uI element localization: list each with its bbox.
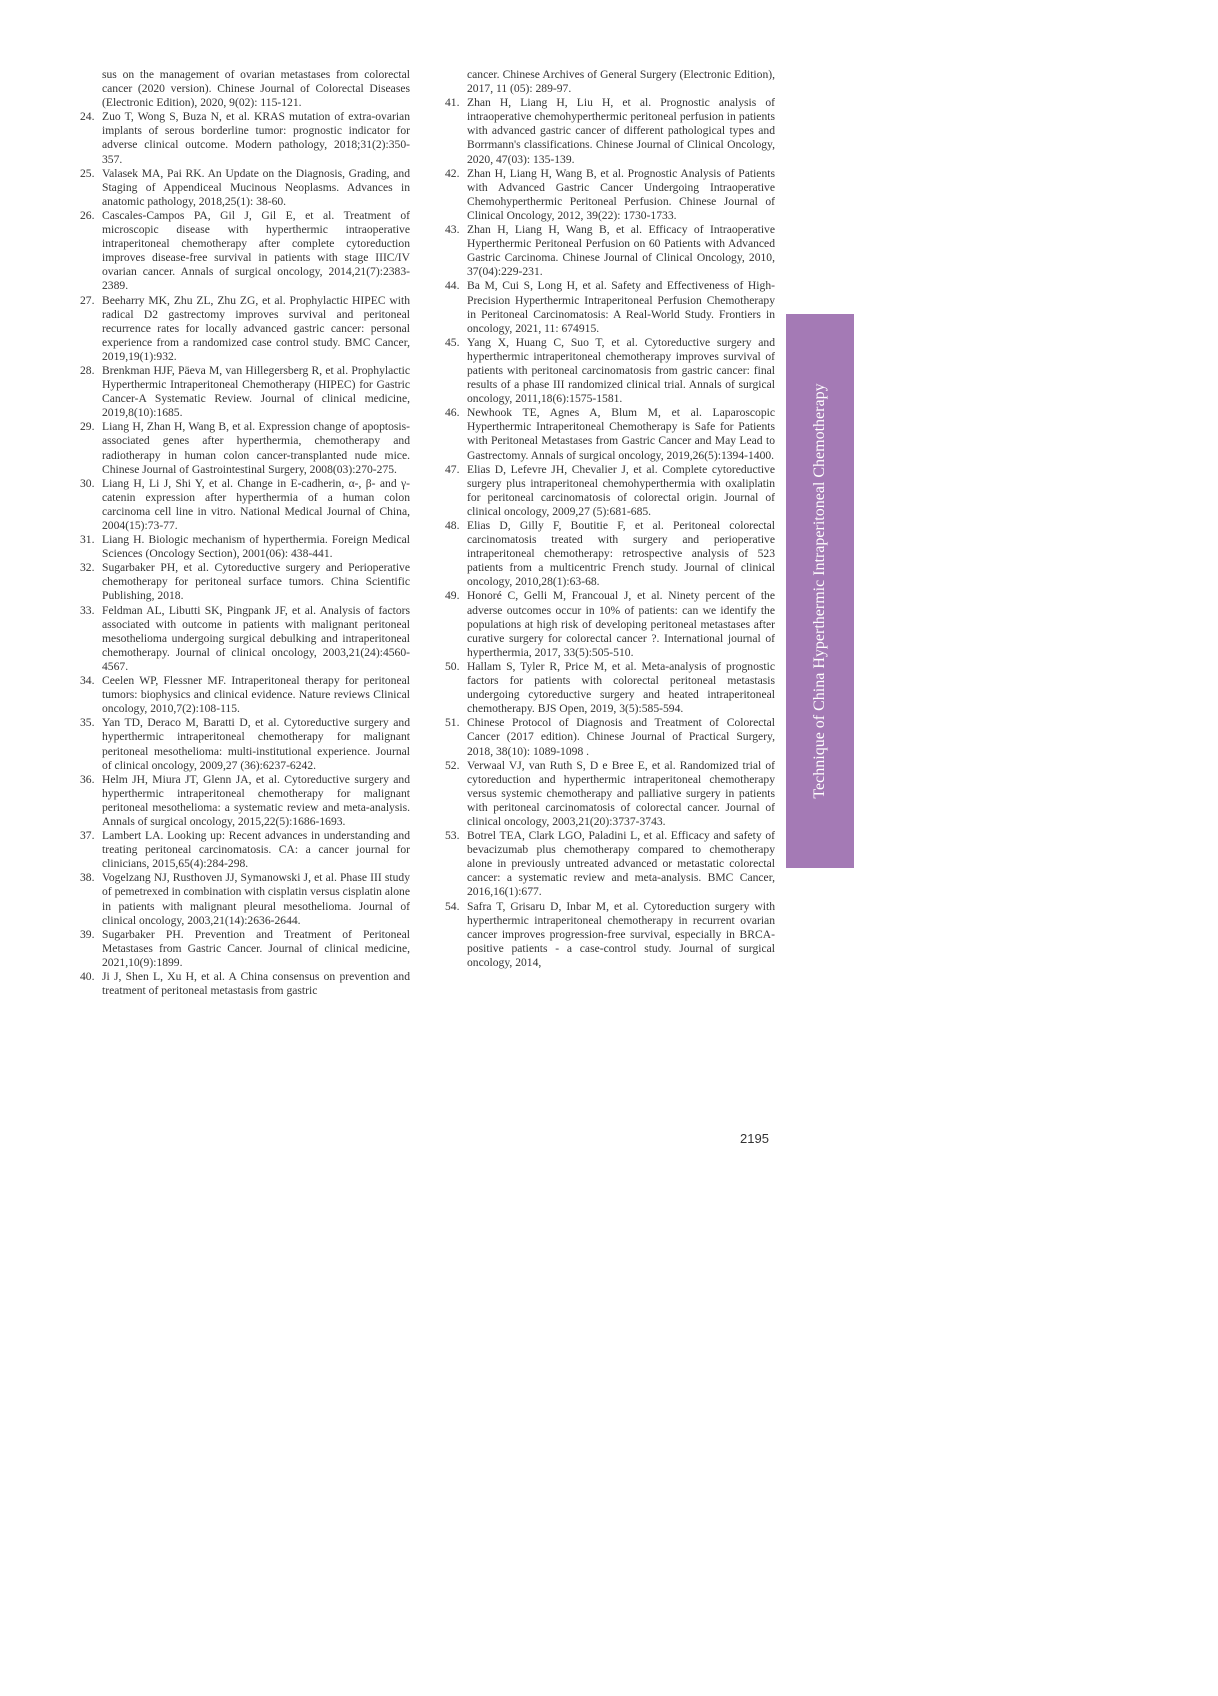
reference-text: Ceelen WP, Flessner MF. Intraperitoneal therapy for peritoneal tumors: biophysics and clinical evidence. Nature reviews Clinical oncology, 2010,7(2):108-115. bbox=[102, 674, 410, 716]
reference-text: Hallam S, Tyler R, Price M, et al. Meta-analysis of prognostic factors for patients with colorectal peritoneal metastasis undergoing cytoreductive surgery and heated intraperitoneal chemotherapy. BJS Open, 2019, 3(5):585-594. bbox=[467, 659, 775, 716]
reference-number: 45. bbox=[445, 335, 460, 349]
reference-item bbox=[445, 716, 775, 758]
reference-number: 51. bbox=[445, 716, 460, 730]
reference-text: Sugarbaker PH, et al. Cytoreductive surgery and Perioperative chemotherapy for peritoneal surface tumors. China Scientific Publishing, 2018. bbox=[102, 561, 410, 603]
reference-number: 48. bbox=[445, 519, 460, 532]
reference-number: 30. bbox=[80, 476, 95, 490]
reference-item bbox=[445, 223, 775, 279]
reference-text: Zuo T, Wong S, Buza N, et al. KRAS mutation of extra-ovarian implants of serous borderline tumor: prognostic indicator for adverse clinical outcome. Modern pathology, 2018;31(2):350-357. bbox=[102, 110, 410, 166]
reference-text: Chinese Protocol of Diagnosis and Treatment of Colorectal Cancer (2017 edition). Chinese Journal of Practical Surgery, 2018, 38(10): 1089-1098 . bbox=[467, 716, 775, 758]
reference-text: Liang H. Biologic mechanism of hyperthermia. Foreign Medical Sciences (Oncology Section), 2001(06): 438-441. bbox=[102, 533, 410, 561]
reference-number: 53. bbox=[445, 829, 460, 843]
reference-number: 44. bbox=[445, 279, 460, 293]
reference-item bbox=[445, 519, 775, 589]
reference-item bbox=[80, 294, 410, 364]
reference-number: 28. bbox=[80, 363, 95, 377]
reference-text: Safra T, Grisaru D, Inbar M, et al. Cytoreduction surgery with hyperthermic intraperitoneal chemotherapy in recurrent ovarian cancer improves progression-free survival, especially in BRCA-positive patients - a case-control study. Journal of surgical oncology, 2014, bbox=[467, 899, 775, 969]
reference-number: 49. bbox=[445, 589, 460, 603]
reference-item bbox=[80, 533, 410, 561]
reference-text: Ji J, Shen L, Xu H, et al. A China consensus on prevention and treatment of peritoneal metastasis from gastric bbox=[102, 970, 410, 998]
reference-number: 31. bbox=[80, 533, 95, 547]
reference-column-right bbox=[445, 68, 775, 970]
reference-number: 40. bbox=[80, 970, 95, 983]
reference-text: cancer. Chinese Archives of General Surgery (Electronic Edition), 2017, 11 (05): 289-97. bbox=[467, 68, 775, 96]
reference-text: Newhook TE, Agnes A, Blum M, et al. Laparoscopic Hyperthermic Intraperitoneal Chemotherapy is Safe for Patients with Peritoneal Metastases from Gastric Cancer and May Lead to Gastrectomy. Annals of surgical oncology, 2019,26(5):1394-1400. bbox=[467, 406, 775, 462]
reference-item bbox=[80, 477, 410, 533]
reference-item bbox=[80, 364, 410, 420]
reference-text: Liang H, Li J, Shi Y, et al. Change in E-cadherin, α-, β- and γ-catenin expression after hyperthermia of a human colon carcinoma cell line in vitro. National Medical Journal of China, 2004(15):73-77. bbox=[102, 476, 410, 532]
reference-item bbox=[80, 604, 410, 674]
reference-text: Yang X, Huang C, Suo T, et al. Cytoreductive surgery and hyperthermic intraperitoneal chemotherapy improves survival of patients with peritoneal carcinomatosis from gastric cancer: final results of a phase III randomized clinical trial. Annals of surgical oncology, 2011,18(6):1575-1581. bbox=[467, 335, 775, 406]
reference-text: Honoré C, Gelli M, Francoual J, et al. Ninety percent of the adverse outcomes occur in 10% of patients: can we identify the populations at high risk of developing peritoneal metastases after curative surgery for colorectal cancer ?. International journal of hyperthermia, 2017, 33(5):505-510. bbox=[467, 589, 775, 659]
reference-number: 37. bbox=[80, 829, 95, 843]
reference-number: 35. bbox=[80, 716, 95, 730]
side-tab-title: Technique of China Hyperthermic Intraperitoneal Chemotherapy bbox=[811, 383, 828, 799]
reference-item bbox=[445, 68, 775, 96]
reference-item bbox=[80, 871, 410, 927]
reference-item bbox=[445, 167, 775, 223]
reference-item bbox=[80, 829, 410, 871]
reference-item bbox=[80, 561, 410, 603]
reference-text: Ba M, Cui S, Long H, et al. Safety and Effectiveness of High-Precision Hyperthermic Intraperitoneal Perfusion Chemotherapy in Peritoneal Carcinomatosis: A Real-World Study. Frontiers in oncology, 2021, 11: 674915. bbox=[467, 279, 775, 335]
reference-number: 26. bbox=[80, 208, 95, 222]
page-number: 2195 bbox=[740, 1131, 769, 1146]
reference-item bbox=[445, 336, 775, 406]
reference-item bbox=[445, 96, 775, 166]
reference-item bbox=[80, 773, 410, 829]
reference-item bbox=[445, 660, 775, 716]
reference-number: 39. bbox=[80, 927, 95, 941]
reference-item bbox=[445, 900, 775, 970]
reference-item bbox=[80, 420, 410, 476]
reference-number: 46. bbox=[445, 406, 460, 420]
reference-number: 33. bbox=[80, 603, 95, 617]
reference-text: Feldman AL, Libutti SK, Pingpank JF, et al. Analysis of factors associated with outcome in patients with malignant peritoneal mesothelioma undergoing surgical debulking and intraperitoneal chemotherapy. Journal of clinical oncology, 2003,21(24):4560-4567. bbox=[102, 603, 410, 673]
reference-number: 41. bbox=[445, 96, 460, 110]
reference-number: 52. bbox=[445, 758, 460, 772]
reference-item bbox=[80, 209, 410, 294]
reference-item bbox=[445, 759, 775, 829]
reference-text: Lambert LA. Looking up: Recent advances in understanding and treating peritoneal carcinomatosis. CA: a cancer journal for clinicians, 2015,65(4):284-298. bbox=[102, 829, 410, 871]
reference-text: sus on the management of ovarian metastases from colorectal cancer (2020 version). Chinese Journal of Colorectal Diseases (Electronic Edition), 2020, 9(02): 115-121. bbox=[102, 68, 410, 110]
reference-number: 47. bbox=[445, 462, 460, 476]
reference-item bbox=[80, 928, 410, 970]
reference-text: Valasek MA, Pai RK. An Update on the Diagnosis, Grading, and Staging of Appendiceal Mucinous Neoplasms. Advances in anatomic pathology, 2018,25(1): 38-60. bbox=[102, 166, 410, 208]
reference-item bbox=[445, 463, 775, 519]
reference-number: 29. bbox=[80, 420, 95, 434]
reference-text: Liang H, Zhan H, Wang B, et al. Expression change of apoptosis-associated genes after hyperthermia, chemotherapy and radiotherapy in human colon cancer-transplanted nude mice. Chinese Journal of Gastrointestinal Surgery, 2008(03):270-275. bbox=[102, 420, 410, 476]
reference-item bbox=[80, 970, 410, 998]
reference-text: Elias D, Gilly F, Boutitie F, et al. Peritoneal colorectal carcinomatosis treated with surgery and perioperative intraperitoneal chemotherapy: retrospective analysis of 523 patients from a multicentric French study. Journal of clinical oncology, 2010,28(1):63-68. bbox=[467, 519, 775, 589]
reference-item bbox=[80, 110, 410, 166]
reference-number: 27. bbox=[80, 293, 95, 307]
reference-item bbox=[445, 279, 775, 335]
reference-text: Cascales-Campos PA, Gil J, Gil E, et al. Treatment of microscopic disease with hyperthermic intraoperative intraperitoneal chemotherapy after complete cytoreduction improves disease-free survival in patients with stage IIIC/IV ovarian cancer. Annals of surgical oncology, 2014,21(7):2383-2389. bbox=[102, 208, 410, 293]
reference-number: 34. bbox=[80, 674, 95, 688]
reference-text: Verwaal VJ, van Ruth S, D e Bree E, et al. Randomized trial of cytoreduction and hyperthermic intraperitoneal chemotherapy versus systemic chemotherapy and palliative surgery in patients with peritoneal carcinomatosis of colorectal cancer. Journal of clinical oncology, 2003,21(20):3737-3743. bbox=[467, 758, 775, 828]
reference-item bbox=[80, 716, 410, 772]
reference-number: 50. bbox=[445, 659, 460, 673]
reference-number: 32. bbox=[80, 561, 95, 575]
reference-text: Zhan H, Liang H, Liu H, et al. Prognostic analysis of intraoperative chemohyperthermic peritoneal perfusion in patients with advanced gastric cancer of different pathological types and Borrmann's classifications. Chinese Journal of Clinical Oncology, 2020, 47(03): 135-139. bbox=[467, 96, 775, 166]
reference-item bbox=[445, 829, 775, 899]
reference-item bbox=[80, 167, 410, 209]
reference-text: Sugarbaker PH. Prevention and Treatment of Peritoneal Metastases from Gastric Cancer. Journal of clinical medicine, 2021,10(9):1899. bbox=[102, 927, 410, 969]
reference-text: Elias D, Lefevre JH, Chevalier J, et al. Complete cytoreductive surgery plus intraperitoneal chemohyperthermia with oxaliplatin for peritoneal carcinomatosis of colorectal origin. Journal of clinical oncology, 2009,27 (5):681-685. bbox=[467, 462, 775, 518]
reference-number: 42. bbox=[445, 166, 460, 180]
reference-number: 43. bbox=[445, 223, 460, 237]
reference-text: Vogelzang NJ, Rusthoven JJ, Symanowski J, et al. Phase III study of pemetrexed in combination with cisplatin versus cisplatin alone in patients with malignant pleural mesothelioma. Journal of clinical oncology, 2003,21(14):2636-2644. bbox=[102, 871, 410, 927]
reference-text: Brenkman HJF, Päeva M, van Hillegersberg R, et al. Prophylactic Hyperthermic Intraperitoneal Chemotherapy (HIPEC) for Gastric Cancer-A Systematic Review. Journal of clinical medicine, 2019,8(10):1685. bbox=[102, 363, 410, 420]
reference-item bbox=[445, 406, 775, 462]
reference-number: 36. bbox=[80, 772, 95, 786]
reference-item bbox=[445, 589, 775, 659]
reference-item bbox=[80, 68, 410, 110]
side-tab bbox=[786, 314, 854, 868]
reference-number: 25. bbox=[80, 166, 95, 180]
reference-number: 54. bbox=[445, 899, 460, 913]
reference-text: Helm JH, Miura JT, Glenn JA, et al. Cytoreductive surgery and hyperthermic intraperitoneal chemotherapy for malignant peritoneal mesothelioma: a systematic review and meta-analysis. Annals of surgical oncology, 2015,22(5):1686-1693. bbox=[102, 772, 410, 828]
reference-text: Botrel TEA, Clark LGO, Paladini L, et al. Efficacy and safety of bevacizumab plus chemotherapy compared to chemotherapy alone in previously untreated advanced or metastatic colorectal cancer: a systematic review and meta-analysis. BMC Cancer, 2016,16(1):677. bbox=[467, 829, 775, 899]
reference-number: 38. bbox=[80, 871, 95, 885]
reference-text: Yan TD, Deraco M, Baratti D, et al. Cytoreductive surgery and hyperthermic intraperitoneal chemotherapy for malignant peritoneal mesothelioma: multi-institutional experience. Journal of clinical oncology, 2009,27 (36):6237-6242. bbox=[102, 716, 410, 772]
reference-text: Zhan H, Liang H, Wang B, et al. Efficacy of Intraoperative Hyperthermic Peritoneal Perfusion on 60 Patients with Advanced Gastric Carcinoma. Chinese Journal of Clinical Oncology, 2010, 37(04):229-231. bbox=[467, 223, 775, 279]
reference-text: Beeharry MK, Zhu ZL, Zhu ZG, et al. Prophylactic HIPEC with radical D2 gastrectomy improves survival and peritoneal recurrence rates for locally advanced gastric cancer: personal experience from a randomized case control study. BMC Cancer, 2019,19(1):932. bbox=[102, 293, 410, 363]
reference-item bbox=[80, 674, 410, 716]
reference-text: Zhan H, Liang H, Wang B, et al. Prognostic Analysis of Patients with Advanced Gastric Cancer Undergoing Intraoperative Chemohyperthermic Peritoneal Perfusion. Chinese Journal of Clinical Oncology, 2012, 39(22): 1730-1733. bbox=[467, 166, 775, 222]
reference-column-left bbox=[80, 68, 410, 998]
reference-number: 24. bbox=[80, 110, 95, 124]
